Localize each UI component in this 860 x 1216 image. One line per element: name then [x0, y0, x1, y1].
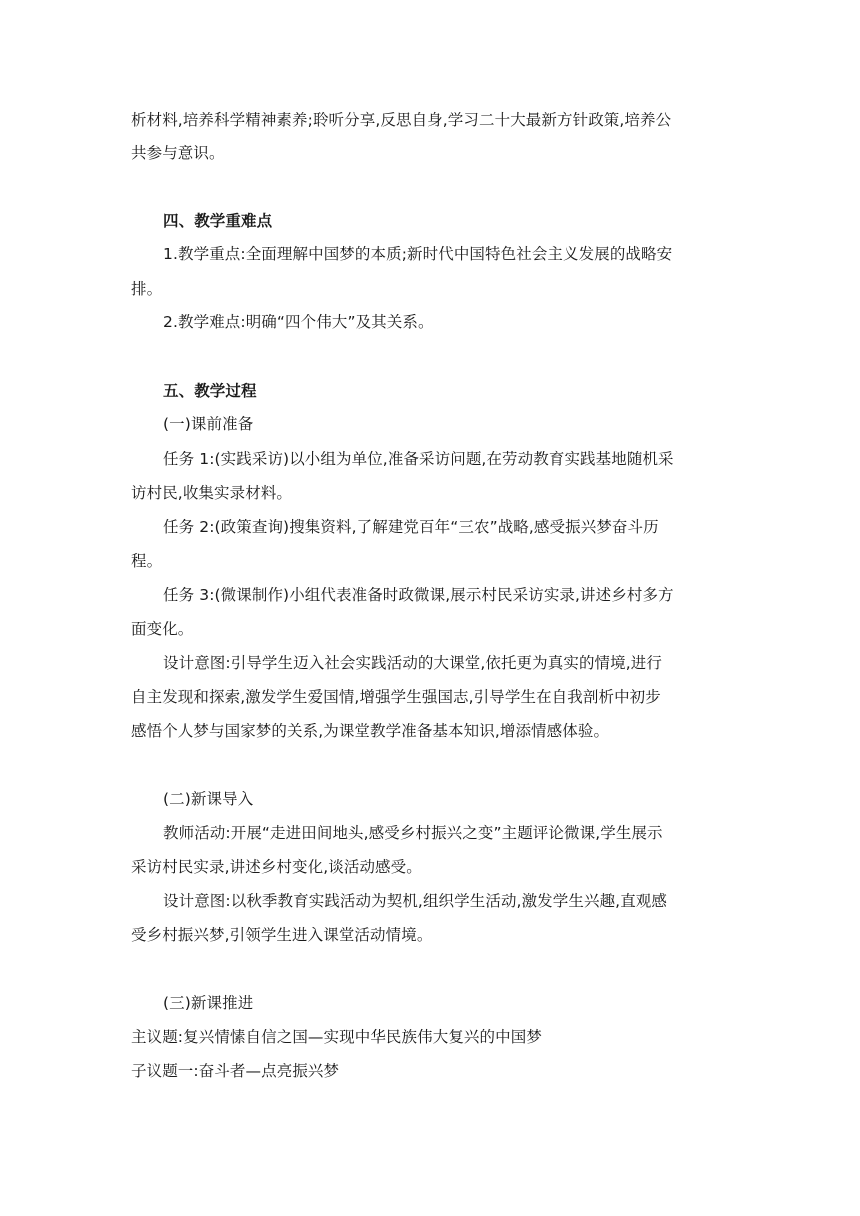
paragraph-line: 受乡村振兴梦,引领学生进入课堂活动情境。 — [131, 926, 433, 944]
paragraph-line: 主议题:复兴情愫自信之国—实现中华民族伟大复兴的中国梦 — [131, 1028, 542, 1046]
paragraph-line: 2.教学难点:明确“四个伟大”及其关系。 — [163, 313, 434, 331]
subsection-heading: (二)新课导入 — [163, 790, 254, 808]
paragraph-line: 共参与意识。 — [131, 144, 225, 162]
paragraph-line: 任务 3:(微课制作)小组代表准备时政微课,展示村民采访实录,讲述乡村多方 — [163, 586, 674, 604]
paragraph-line: 排。 — [131, 280, 163, 298]
paragraph-line: 设计意图:以秋季教育实践活动为契机,组织学生活动,激发学生兴趣,直观感 — [163, 892, 668, 910]
subsection-heading: (一)课前准备 — [163, 415, 254, 433]
section-heading-key-points: 四、教学重难点 — [163, 212, 273, 230]
paragraph-line: 采访村民实录,讲述乡村变化,谈活动感受。 — [131, 858, 422, 876]
paragraph-line: 感悟个人梦与国家梦的关系,为课堂教学准备基本知识,增添情感体验。 — [131, 722, 610, 740]
paragraph-line: 教师活动:开展“走进田间地头,感受乡村振兴之变”主题评论微课,学生展示 — [163, 824, 663, 842]
paragraph-line: 面变化。 — [131, 620, 194, 638]
paragraph-line: 子议题一:奋斗者—点亮振兴梦 — [131, 1062, 340, 1080]
section-heading-teaching-process: 五、教学过程 — [163, 382, 257, 400]
subsection-heading: (三)新课推进 — [163, 994, 254, 1012]
paragraph-line: 访村民,收集实录材料。 — [131, 484, 293, 502]
paragraph-line: 析材料,培养科学精神素养;聆听分享,反思自身,学习二十大最新方针政策,培养公 — [131, 111, 672, 129]
paragraph-line: 设计意图:引导学生迈入社会实践活动的大课堂,依托更为真实的情境,进行 — [163, 654, 662, 672]
paragraph-line: 程。 — [131, 552, 163, 570]
paragraph-line: 1.教学重点:全面理解中国梦的本质;新时代中国特色社会主义发展的战略安 — [163, 245, 673, 263]
paragraph-line: 任务 2:(政策查询)搜集资料,了解建党百年“三农”战略,感受振兴梦奋斗历 — [163, 518, 659, 536]
paragraph-line: 自主发现和探索,激发学生爱国情,增强学生强国志,引导学生在自我剖析中初步 — [131, 688, 661, 706]
paragraph-line: 任务 1:(实践采访)以小组为单位,准备采访问题,在劳动教育实践基地随机采 — [163, 450, 674, 468]
